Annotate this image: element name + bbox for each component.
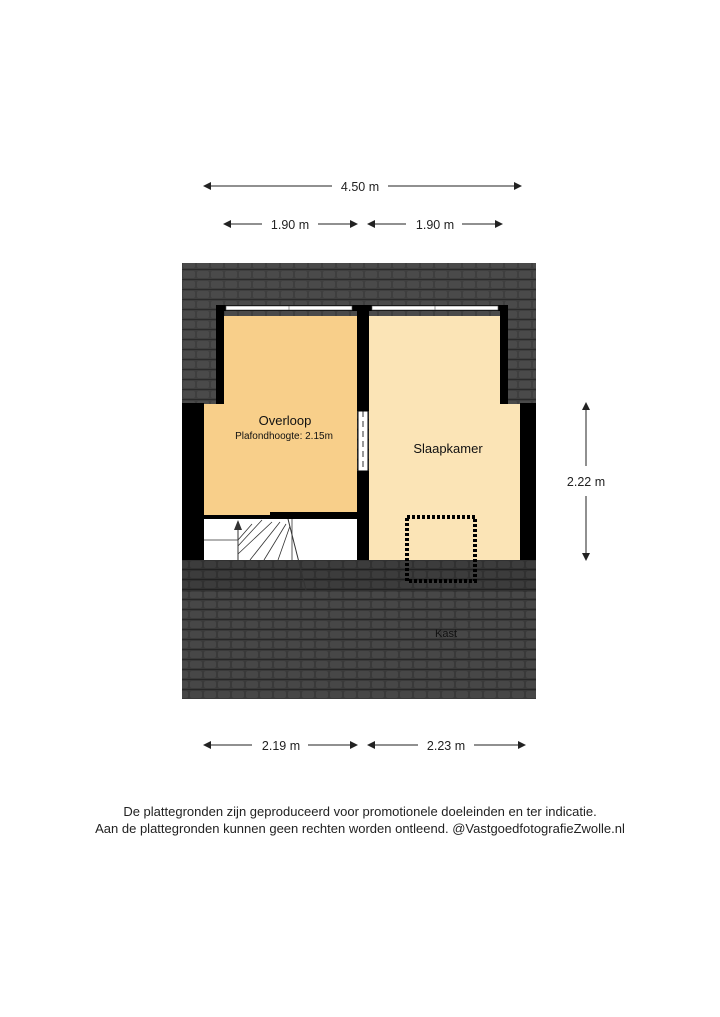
stair-wall — [270, 512, 357, 519]
dimension-lower-left — [204, 739, 357, 753]
roof-shade — [182, 560, 536, 592]
footer-line-1: De plattegronden zijn geproduceerd voor promotionele doeleinden en ter indicatie. — [123, 804, 597, 819]
dimension-label: 1.90 m — [270, 218, 310, 232]
footer-line-2: Aan de plattegronden kunnen geen rechten worden ontleend. @VastgoedfotografieZwolle.nl — [95, 821, 625, 836]
dimension-label: 2.19 m — [261, 739, 301, 753]
dimension-label: 2.22 m — [566, 475, 606, 489]
dimension-label: 4.50 m — [340, 180, 380, 194]
dimension-lower-right — [368, 739, 525, 753]
dimension-height-right — [567, 403, 605, 560]
dimension-label: 2.23 m — [426, 739, 466, 753]
dimension-upper-right — [368, 218, 502, 232]
partition-wall — [357, 311, 369, 560]
room-label-slaapkamer: Slaapkamer — [413, 441, 483, 456]
room-note-overloop: Plafondhoogte: 2.15m — [235, 431, 333, 442]
stair-wall-top — [204, 515, 270, 519]
dimension-upper-left — [224, 218, 357, 232]
room-label-overloop: Overloop — [258, 413, 312, 428]
dimension-total-width — [204, 180, 521, 194]
room-slaapkamer — [369, 316, 520, 560]
room-label-kast: Kast — [434, 628, 458, 640]
dimension-label: 1.90 m — [415, 218, 455, 232]
